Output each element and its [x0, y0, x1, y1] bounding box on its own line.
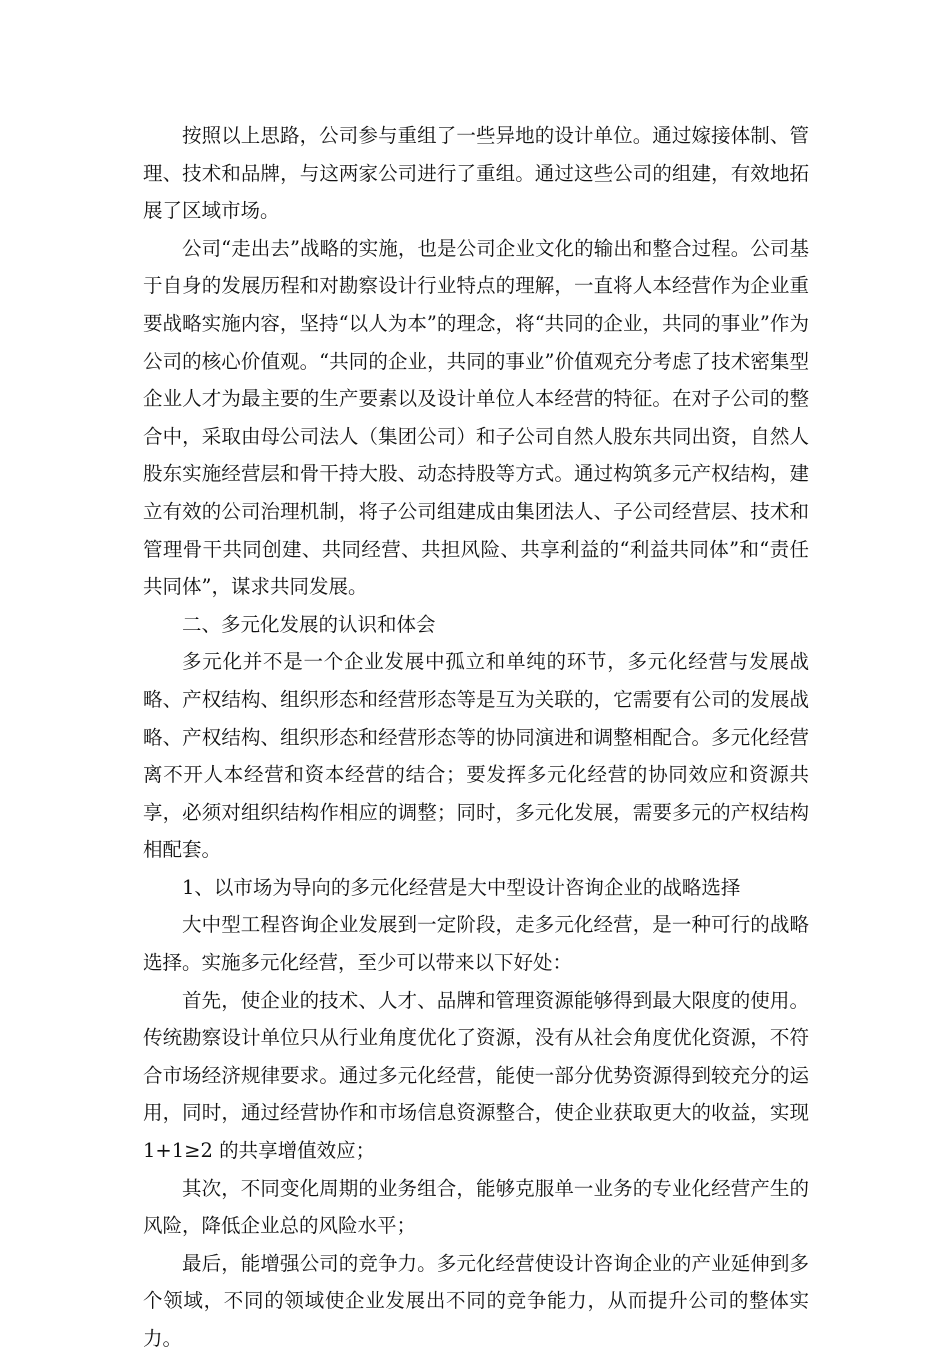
subheading-market-oriented: 1、以市场为导向的多元化经营是大中型设计咨询企业的战略选择 [182, 875, 741, 899]
paragraph-benefit-last: 最后，能增强公司的竞争力。多元化经营使设计咨询企业的产业延伸到多个领域，不同的领域使企业发展出不同的竞争能力，从而提升公司的整体实力。 [143, 1251, 809, 1350]
paragraph-strategic-choice: 大中型工程咨询企业发展到一定阶段，走多元化经营，是一种可行的战略选择。实施多元化经营，至少可以带来以下好处： [143, 913, 809, 975]
document-body [143, 117, 809, 1358]
paragraph-diversification-overview: 多元化并不是一个企业发展中孤立和单纯的环节，多元化经营与发展战略、产权结构、组织形态和经营形态等是互为关联的，它需要有公司的发展战略、产权结构、组织形态和经营形态等的协同演进和调整相配合。多元化经营离不开人本经营和资本经营的结合；要发挥多元化经营的协同效应和资源共享，必须对组织结构作相应的调整；同时，多元化发展，需要多元的产权结构相配套。 [143, 650, 809, 862]
paragraph-reorganization: 按照以上思路，公司参与重组了一些异地的设计单位。通过嫁接体制、管理、技术和品牌，与这两家公司进行了重组。通过这些公司的组建，有效地拓展了区域市场。 [143, 124, 809, 223]
section-heading-diversification: 二、多元化发展的认识和体会 [182, 612, 436, 636]
paragraph-benefit-second: 其次，不同变化周期的业务组合，能够克服单一业务的专业化经营产生的风险，降低企业总的风险水平； [143, 1176, 809, 1238]
paragraph-going-out-strategy: 公司“走出去”战略的实施，也是公司企业文化的输出和整合过程。公司基于自身的发展历程和对勘察设计行业特点的理解，一直将人本经营作为企业重要战略实施内容，坚持“以人为本”的理念，将“共同的企业，共同的事业”作为公司的核心价值观。“共同的企业，共同的事业”价值观充分考虑了技术密集型企业人才为最主要的生产要素以及设计单位人本经营的特征。在对子公司的整合中，采取由母公司法人（集团公司）和子公司自然人股东共同出资，自然人股东实施经营层和骨干持大股、动态持股等方式。通过构筑多元产权结构，建立有效的公司治理机制，将子公司组建成由集团法人、子公司经营层、技术和管理骨干共同创建、共同经营、共担风险、共享利益的“利益共同体”和“责任共同体”，谋求共同发展。 [143, 236, 809, 599]
paragraph-benefit-first: 首先，使企业的技术、人才、品牌和管理资源能够得到最大限度的使用。传统勘察设计单位只从行业角度优化了资源，没有从社会角度优化资源，不符合市场经济规律要求。通过多元化经营，能使一部分优势资源得到较充分的运用，同时，通过经营协作和市场信息资源整合，使企业获取更大的收益，实现 1+1≥2 的共享增值效应； [143, 988, 809, 1163]
